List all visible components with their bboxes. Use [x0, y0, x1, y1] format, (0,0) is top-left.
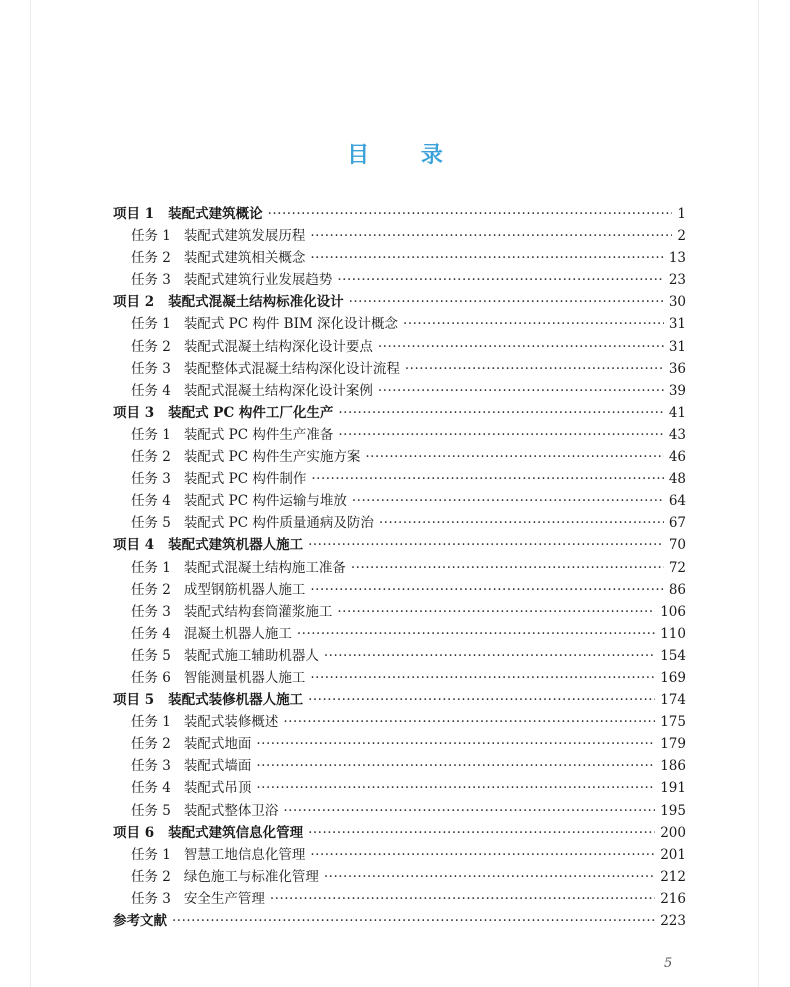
toc-entry-number: 任务 2	[131, 250, 171, 267]
toc-entry-number: 任务 1	[131, 559, 171, 576]
toc-entry-number: 任务 1	[131, 316, 171, 333]
toc-entry-title: 装配式 PC 构件生产准备	[183, 426, 334, 443]
toc-entry-page: 110	[660, 625, 686, 642]
toc-entry-title: 装配式墙面	[183, 758, 252, 775]
toc-dot-leader	[352, 493, 664, 509]
toc-dot-leader	[308, 692, 655, 708]
toc-dot-leader	[351, 560, 664, 576]
toc-entry-page: 186	[660, 758, 686, 775]
toc-entry-title: 装配式 PC 构件质量通病及防治	[183, 515, 374, 532]
toc-entry-title: 装配式建筑行业发展趋势	[183, 272, 333, 289]
toc-entry-number: 项目 3	[113, 404, 155, 421]
toc-dot-leader	[256, 780, 655, 796]
toc-dot-leader	[310, 847, 655, 863]
toc-entry-page: 64	[668, 493, 686, 510]
toc-entry-title: 装配式建筑发展历程	[183, 228, 306, 245]
toc-dot-leader	[310, 228, 672, 244]
toc-dot-leader	[308, 825, 655, 841]
toc-entry-number: 项目 4	[113, 537, 155, 554]
toc-task-entry[interactable]	[113, 511, 686, 533]
toc-entry-page: 175	[660, 714, 686, 731]
toc-entry-page: 41	[668, 404, 686, 421]
toc-task-entry[interactable]	[113, 710, 686, 732]
toc-entry-number: 任务 2	[131, 736, 171, 753]
page-title: 目 录	[347, 143, 465, 168]
toc-entry-number: 任务 5	[131, 647, 171, 664]
toc-entry-number: 任务 1	[131, 426, 171, 443]
toc-dot-leader	[310, 250, 663, 266]
toc-entry-page: 36	[668, 360, 686, 377]
toc-entry-page: 70	[668, 537, 686, 554]
toc-section-entry[interactable]	[113, 533, 686, 555]
toc-dot-leader	[338, 427, 663, 443]
toc-entry-number: 任务 2	[131, 868, 171, 885]
toc-entry-number: 任务 4	[131, 780, 171, 797]
toc-entry-number: 任务 5	[131, 515, 171, 532]
toc-entry-title: 装配式地面	[183, 736, 252, 753]
toc-task-entry[interactable]	[113, 843, 686, 865]
toc-task-entry[interactable]	[113, 489, 686, 511]
toc-task-entry[interactable]	[113, 578, 686, 600]
toc-entry-number: 任务 1	[131, 846, 171, 863]
toc-section-entry[interactable]	[113, 909, 686, 931]
toc-entry-page: 154	[660, 647, 686, 664]
toc-entry-page: 2	[677, 228, 686, 245]
toc-entry-number: 任务 3	[131, 360, 171, 377]
toc-section-entry[interactable]	[113, 821, 686, 843]
toc-entry-page: 67	[668, 515, 686, 532]
toc-task-entry[interactable]	[113, 423, 686, 445]
toc-task-entry[interactable]	[113, 776, 686, 798]
toc-dot-leader	[324, 648, 655, 664]
toc-entry-title: 安全生产管理	[183, 890, 265, 907]
toc-entry-number: 任务 4	[131, 382, 171, 399]
toc-task-entry[interactable]	[113, 224, 686, 246]
toc-task-entry[interactable]	[113, 887, 686, 909]
toc-entry-page: 30	[668, 294, 686, 311]
toc-entry-number: 项目 6	[113, 824, 155, 841]
toc-task-entry[interactable]	[113, 556, 686, 578]
toc-entry-page: 31	[668, 316, 686, 333]
toc-entry-number: 任务 2	[131, 449, 171, 466]
toc-entry-page: 1	[677, 206, 686, 222]
toc-entry-title: 智能测量机器人施工	[183, 669, 306, 686]
toc-entry-page: 39	[668, 382, 686, 399]
toc-entry-title: 装配式混凝土结构标准化设计	[168, 294, 344, 311]
page-number: 5	[664, 956, 673, 971]
toc-task-entry[interactable]	[113, 622, 686, 644]
toc-entry-page: 46	[668, 449, 686, 466]
toc-entry-page: 223	[660, 913, 686, 929]
toc-dot-leader	[297, 626, 655, 642]
toc-entry-number: 任务 5	[131, 802, 171, 819]
toc-entry-page: 13	[668, 250, 686, 267]
toc-entry-page: 169	[660, 669, 686, 686]
toc-task-entry[interactable]	[113, 357, 686, 379]
toc-entry-title: 装配式建筑信息化管理	[168, 824, 304, 841]
toc-entry-page: 48	[668, 471, 686, 488]
toc-entry-page: 200	[660, 824, 686, 841]
toc-entry-page: 43	[668, 426, 686, 443]
toc-dot-leader	[337, 272, 663, 288]
toc-task-entry[interactable]	[113, 445, 686, 467]
toc-entry-number: 任务 3	[131, 890, 171, 907]
toc-dot-leader	[405, 361, 664, 377]
toc-task-entry[interactable]	[113, 335, 686, 357]
toc-entry-number: 任务 3	[131, 758, 171, 775]
toc-entry-number: 任务 3	[131, 471, 171, 488]
toc-entry-page: 195	[660, 802, 686, 819]
toc-entry-number: 任务 2	[131, 338, 171, 355]
toc-dot-leader	[283, 714, 655, 730]
toc-entry-page: 23	[668, 272, 686, 289]
toc-entry-number: 任务 3	[131, 272, 171, 289]
toc-entry-title: 装配式吊顶	[183, 780, 252, 797]
toc-entry-title: 装配式 PC 构件制作	[183, 471, 307, 488]
toc-dot-leader	[256, 758, 655, 774]
toc-task-entry[interactable]	[113, 799, 686, 821]
toc-entry-page: 216	[660, 890, 686, 907]
toc-entry-page: 174	[660, 692, 686, 709]
toc-task-entry[interactable]	[113, 644, 686, 666]
toc-entry-number: 任务 3	[131, 603, 171, 620]
toc-entry-title: 装配式混凝土结构施工准备	[183, 559, 346, 576]
toc-section-entry[interactable]	[113, 202, 686, 224]
toc-dot-leader	[337, 604, 655, 620]
toc-entry-page: 201	[660, 846, 686, 863]
toc-dot-leader	[338, 405, 663, 421]
table-of-contents	[113, 202, 686, 931]
toc-entry-title: 装配式建筑机器人施工	[168, 537, 304, 554]
toc-entry-number: 任务 1	[131, 714, 171, 731]
toc-entry-title: 装配式结构套筒灌浆施工	[183, 603, 333, 620]
toc-section-entry[interactable]	[113, 688, 686, 710]
toc-task-entry[interactable]	[113, 268, 686, 290]
toc-entry-title: 装配式装修概述	[183, 714, 279, 731]
toc-entry-page: 72	[668, 559, 686, 576]
toc-entry-page: 191	[660, 780, 686, 797]
toc-entry-number: 项目 5	[113, 692, 155, 709]
toc-dot-leader	[324, 869, 655, 885]
toc-entry-title: 装配式 PC 构件运输与堆放	[183, 493, 347, 510]
toc-dot-leader	[365, 449, 663, 465]
toc-dot-leader	[283, 803, 655, 819]
toc-task-entry[interactable]	[113, 754, 686, 776]
toc-task-entry[interactable]	[113, 312, 686, 334]
toc-entry-title: 装配式 PC 构件生产实施方案	[183, 449, 361, 466]
toc-entry-number: 任务 6	[131, 669, 171, 686]
toc-dot-leader	[256, 736, 655, 752]
toc-entry-title: 装配式整体卫浴	[183, 802, 279, 819]
toc-entry-title: 混凝土机器人施工	[183, 625, 292, 642]
toc-entry-page: 212	[660, 868, 686, 885]
toc-entry-title: 装配式装修机器人施工	[168, 692, 304, 709]
toc-entry-number: 任务 4	[131, 493, 171, 510]
toc-entry-page: 31	[668, 338, 686, 355]
toc-entry-title: 成型钢筋机器人施工	[183, 581, 306, 598]
toc-entry-title: 装配式混凝土结构深化设计要点	[183, 338, 373, 355]
toc-section-entry[interactable]	[113, 290, 686, 312]
toc-dot-leader	[378, 339, 664, 355]
toc-task-entry[interactable]	[113, 865, 686, 887]
toc-entry-title: 装配式 PC 构件工厂化生产	[168, 404, 334, 421]
toc-entry-title: 装配式施工辅助机器人	[183, 647, 319, 664]
toc-entry-number: 任务 4	[131, 625, 171, 642]
toc-task-entry[interactable]	[113, 379, 686, 401]
toc-entry-title: 智慧工地信息化管理	[183, 846, 306, 863]
toc-dot-leader	[349, 294, 664, 310]
toc-task-entry[interactable]	[113, 467, 686, 489]
toc-dot-leader	[308, 537, 664, 553]
toc-section-entry[interactable]	[113, 401, 686, 423]
toc-entry-title: 装配整体式混凝土结构深化设计流程	[183, 360, 400, 377]
toc-entry-number: 任务 1	[131, 228, 171, 245]
toc-entry-title: 绿色施工与标准化管理	[183, 868, 319, 885]
toc-entry-page: 106	[660, 603, 686, 620]
toc-entry-number: 项目 2	[113, 294, 155, 311]
toc-entry-number: 项目 1	[113, 206, 155, 222]
toc-dot-leader	[379, 515, 664, 531]
toc-dot-leader	[378, 383, 664, 399]
toc-entry-page: 179	[660, 736, 686, 753]
toc-dot-leader	[310, 670, 655, 686]
toc-task-entry[interactable]	[113, 666, 686, 688]
toc-entry-title: 装配式建筑概论	[168, 206, 263, 222]
toc-entry-title: 装配式建筑相关概念	[183, 250, 306, 267]
toc-dot-leader	[310, 582, 663, 598]
toc-dot-leader	[403, 316, 664, 332]
toc-dot-leader	[270, 891, 655, 907]
toc-entry-title: 装配式混凝土结构深化设计案例	[183, 382, 373, 399]
toc-dot-leader	[172, 913, 655, 929]
toc-entry-number: 任务 2	[131, 581, 171, 598]
toc-dot-leader	[311, 471, 663, 487]
toc-entry-title: 装配式 PC 构件 BIM 深化设计概念	[183, 316, 399, 333]
toc-task-entry[interactable]	[113, 732, 686, 754]
toc-task-entry[interactable]	[113, 246, 686, 268]
toc-entry-title: 参考文献	[113, 913, 167, 929]
toc-entry-page: 86	[668, 581, 686, 598]
toc-dot-leader	[268, 206, 673, 222]
toc-task-entry[interactable]	[113, 600, 686, 622]
